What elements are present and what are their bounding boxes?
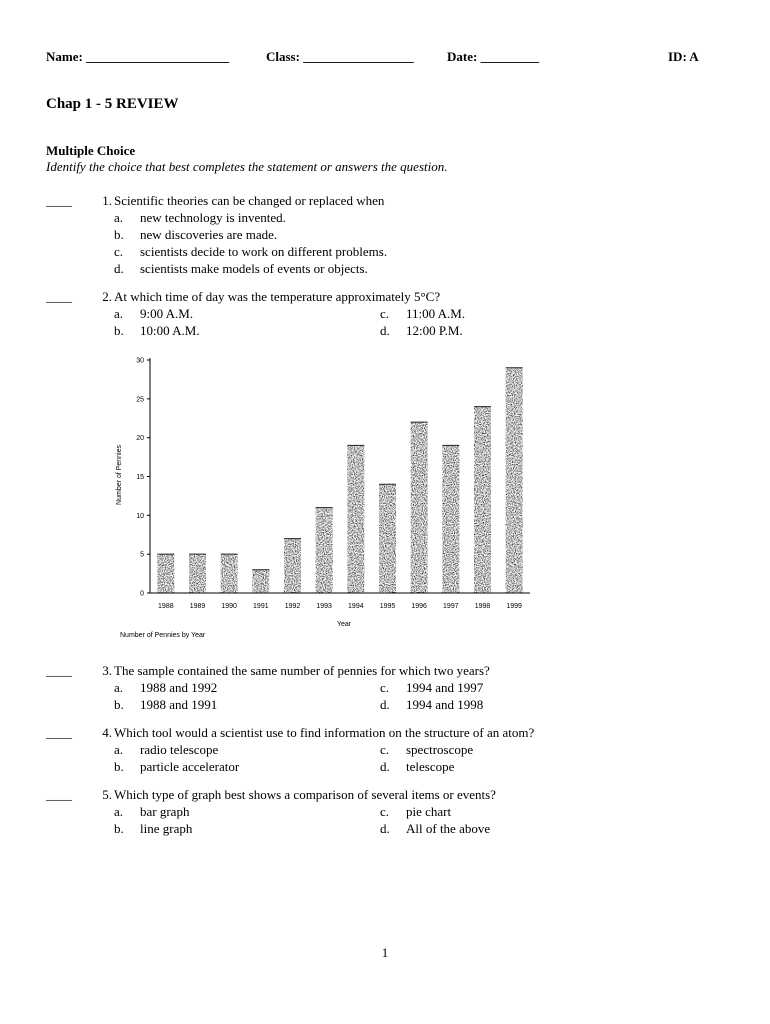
choice-c [380, 680, 483, 696]
choice-text: 1988 and 1992 [140, 680, 218, 695]
instructions: Identify the choice that best completes the statement or answers the question. [46, 159, 448, 174]
choice-text: 1994 and 1997 [406, 680, 484, 695]
choice-d [380, 821, 490, 837]
date-label: Date: [447, 49, 478, 64]
choice-b [114, 759, 239, 775]
answer-blank[interactable]: ____ [46, 289, 72, 304]
bar-1993 [316, 508, 333, 593]
choice-letter: d. [380, 697, 390, 712]
choice-text: line graph [140, 821, 193, 836]
choice-text: scientists decide to work on different problems. [140, 244, 388, 259]
choice-text: radio telescope [140, 742, 219, 757]
bar-1999 [506, 368, 523, 593]
page-title: Chap 1 - 5 REVIEW [46, 96, 179, 112]
bar-1996 [411, 422, 428, 593]
choice-text: 9:00 A.M. [140, 306, 194, 321]
choice-text: new technology is invented. [140, 210, 286, 225]
bars [157, 368, 522, 593]
choice-letter: b. [114, 759, 124, 774]
question-stem: Scientific theories can be changed or replaced when [114, 193, 385, 208]
choice-d [380, 323, 463, 339]
choice-letter: c. [380, 306, 390, 321]
class-field [266, 49, 414, 65]
choice-a [114, 306, 193, 322]
choice-text: 1994 and 1998 [406, 697, 484, 712]
bar-1989 [189, 554, 206, 593]
y-tick-label: 0 [140, 590, 144, 598]
choice-b [114, 697, 217, 713]
bar-1988 [157, 554, 174, 593]
date-field [447, 49, 539, 65]
choice-letter: d. [114, 261, 124, 276]
x-tick-label: 1990 [221, 603, 237, 610]
pennies-bar-chart [110, 350, 540, 645]
choice-text: new discoveries are made. [140, 227, 278, 242]
choice-text: 12:00 P.M. [406, 323, 463, 338]
question-number: 1. [102, 193, 112, 208]
y-axis-label: Number of Pennies [116, 445, 123, 505]
x-ticks [158, 603, 522, 610]
choice-text: pie chart [406, 804, 452, 819]
choice-letter: a. [114, 210, 124, 225]
choice-letter: b. [114, 821, 124, 836]
choice-b [114, 323, 200, 339]
chart-title: Number of Pennies by Year [120, 632, 206, 639]
choice-a [114, 210, 286, 226]
choice-letter: c. [114, 244, 124, 259]
choice-letter: c. [380, 804, 390, 819]
choice-text: scientists make models of events or objects. [140, 261, 368, 276]
bar-1992 [284, 539, 301, 593]
id-label: ID: A [668, 49, 699, 64]
choice-text: telescope [406, 759, 455, 774]
chart-axes [150, 358, 530, 593]
choice-text: spectroscope [406, 742, 474, 757]
choice-c [380, 306, 465, 322]
choice-text: bar graph [140, 804, 190, 819]
question-number: 2. [102, 289, 112, 304]
choice-text: particle accelerator [140, 759, 240, 774]
question-number: 4. [102, 725, 112, 740]
question-stem: At which time of day was the temperature approximately 5°C? [114, 289, 441, 304]
x-tick-label: 1995 [379, 603, 396, 610]
y-tick-label: 10 [136, 512, 144, 520]
choice-letter: b. [114, 697, 124, 712]
choice-letter: d. [380, 323, 390, 338]
choice-a [114, 742, 218, 758]
choice-b [114, 227, 277, 243]
choice-text: 10:00 A.M. [140, 323, 200, 338]
choice-letter: b. [114, 227, 124, 242]
choice-letter: b. [114, 323, 124, 338]
bar-1998 [474, 407, 491, 593]
section-heading: Multiple Choice [46, 143, 136, 158]
y-tick-label: 20 [136, 435, 144, 443]
bar-1997 [442, 445, 459, 593]
bar-1994 [347, 445, 364, 593]
x-tick-label: 1993 [316, 603, 332, 610]
y-tick-label: 25 [136, 396, 144, 404]
x-tick-label: 1994 [348, 603, 364, 610]
choice-text: 1988 and 1991 [140, 697, 218, 712]
choice-a [114, 804, 189, 820]
question-number: 5. [102, 787, 112, 802]
y-tick-label: 5 [140, 551, 144, 559]
choice-d [380, 759, 454, 775]
choice-letter: a. [114, 742, 124, 757]
answer-blank[interactable]: ____ [46, 787, 72, 802]
choice-letter: d. [380, 759, 390, 774]
choice-letter: a. [114, 306, 124, 321]
choice-letter: a. [114, 680, 124, 695]
page-number: 1 [381, 945, 389, 960]
class-label: Class: [266, 49, 300, 64]
y-ticks [136, 358, 150, 598]
name-blank: ______________________ [86, 49, 230, 64]
class-blank: _________________ [303, 49, 414, 64]
bar-1990 [221, 554, 238, 593]
answer-blank[interactable]: ____ [46, 193, 72, 208]
x-tick-label: 1989 [189, 603, 206, 610]
choice-letter: a. [114, 804, 124, 819]
x-axis-label: Year [336, 621, 352, 628]
name-field [46, 49, 229, 65]
choice-letter: c. [380, 742, 390, 757]
question-stem: Which tool would a scientist use to find information on the structure of an atom? [114, 725, 535, 740]
bar-1991 [252, 570, 269, 593]
name-label: Name: [46, 49, 83, 64]
x-tick-label: 1992 [284, 603, 301, 610]
answer-blank[interactable]: ____ [46, 725, 72, 740]
x-tick-label: 1999 [506, 603, 522, 610]
question-number: 3. [102, 663, 112, 678]
bar-1995 [379, 484, 396, 593]
choice-text: 11:00 A.M. [406, 306, 466, 321]
question-stem: The sample contained the same number of pennies for which two years? [114, 663, 490, 678]
x-tick-label: 1991 [253, 603, 269, 610]
choice-d [114, 261, 368, 277]
choice-c [380, 742, 473, 758]
answer-blank[interactable]: ____ [46, 663, 72, 678]
choice-d [380, 697, 483, 713]
choice-c [114, 244, 387, 260]
x-tick-label: 1997 [443, 603, 459, 610]
y-tick-label: 15 [136, 474, 144, 481]
x-tick-label: 1998 [474, 603, 491, 610]
x-tick-label: 1996 [411, 603, 427, 610]
choice-letter: c. [380, 680, 390, 695]
date-blank: _________ [480, 49, 540, 64]
choice-text: All of the above [406, 821, 491, 836]
x-tick-label: 1988 [158, 603, 174, 610]
choice-c [380, 804, 451, 820]
choice-b [114, 821, 192, 837]
choice-a [114, 680, 217, 696]
choice-letter: d. [380, 821, 390, 836]
y-tick-label: 30 [136, 357, 144, 365]
question-stem: Which type of graph best shows a comparison of several items or events? [114, 787, 496, 802]
